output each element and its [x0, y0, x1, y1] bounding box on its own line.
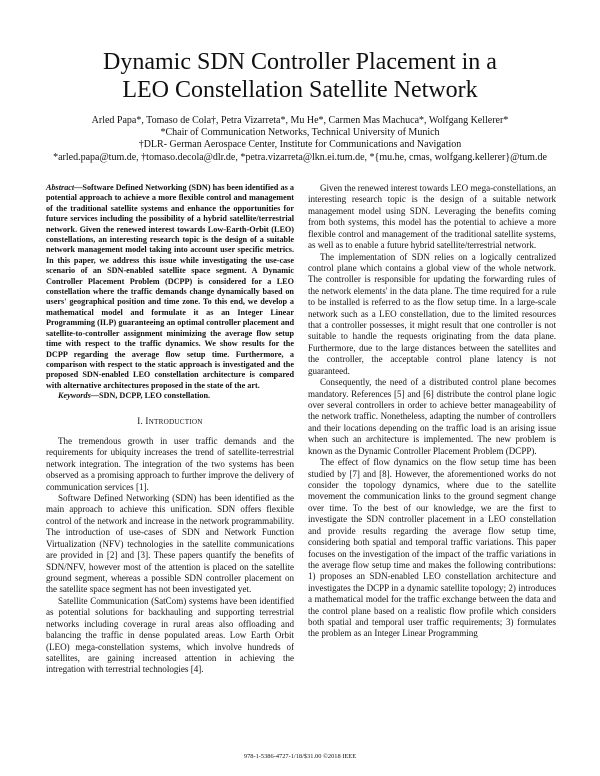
paragraph: The effect of flow dynamics on the flow setup time has been studied by [7] and [8]. However, the aforementioned works do not consider the topology dynamics, where due to the satellite movement the communication links to the ground segment change over time. To the best of our knowledge, we are the first to investigate the SDN controller placement in a LEO constellation and provide results regarding the average flow setup time, considering both spatial and temporal traffic variations. This paper focuses on the investigation of the impact of the traffic variations in the average flow setup time and makes the following contributions: 1) proposes an SDN-enabled LEO constellation architecture and investigates the DCPP in a dynamic satellite topology; 2) introduces a mathematical model for the traffic exchange between the data and the control plane based on a realistic flow profile which considers both spatial and temporal user traffic requirements; 3) formulates the problem as an Integer Linear Programming	[308, 457, 556, 639]
paragraph: Software Defined Networking (SDN) has been identified as the main approach to achieve this unification. SDN offers flexible control of the network and increase in the network programmability. The introduction of use-cases of SDN and Network Function Virtualization (NFV) technologies in the satellite communications are provided in [2] and [3]. These papers quantify the benefits of SDN/NFV, however most of the attention is placed on the satellite ground segment, whereas a possible SDN controller placement on the satellite space segment has not been investigated yet.	[46, 493, 294, 595]
paragraph: Given the renewed interest towards LEO mega-constellations, an interesting research topic is the design of a suitable network management model using SDN. Leveraging the benefits coming from both systems, this model has the potential to achieve a more flexible control and management of the traditional satellite systems, as well as to enable a future hybrid satellite/terrestrial network.	[308, 183, 556, 251]
keywords-text: —SDN, DCPP, LEO constellation.	[90, 391, 211, 401]
author-block	[0, 115, 600, 164]
abstract	[46, 183, 294, 391]
title-line-2: LEO Constellation Satellite Network	[122, 77, 478, 103]
abstract-label: Abstract	[46, 183, 75, 192]
paragraph: Satellite Communication (SatCom) systems have been identified as potential solutions for backhauling and supporting terrestrial networks including coverage in rural areas also offloading and balancing the traffic in dense populated areas. Low Earth Orbit (LEO) mega-constellation systems, which involve hundreds of satellites, are gaining increased attention in achieving the intregation with terrestrial technologies [4].	[46, 595, 294, 675]
section-heading-introduction: I. INTRODUCTION	[137, 415, 203, 426]
left-column	[46, 183, 294, 676]
keywords-label: Keywords	[58, 391, 91, 401]
affiliation-2: †DLR- German Aerospace Center, Institute for Communications and Navigation	[138, 139, 462, 151]
keywords	[46, 391, 294, 401]
copyright-footer: 978-1-5386-4727-1/18/$31.00 ©2018 IEEE	[243, 753, 357, 760]
author-names: Arled Papa*, Tomaso de Cola†, Petra Vizarreta*, Mu He*, Carmen Mas Machuca*, Wolfgang Kellerer*	[91, 115, 509, 126]
paragraph: Consequently, the need of a distributed control plane becomes mandatory. References [5] and [6] distribute the control plane logic over several controllers in order to achieve better manageability of the network traffic. Nonetheless, adapting the number of controllers and their locations depending on the traffic load is an arising issue when such an architecture is implemented. The new problem is known as the Dynamic Controller Placement Problem (DCPP).	[308, 377, 556, 456]
paragraph: The tremendous growth in user traffic demands and the requirements for ubiquity increases the trend of satellite-terrestrial network integration. The integration of the two systems has been observed as a promising approach to further improve the delivery of communication services [1].	[46, 435, 294, 492]
author-emails: *arled.papa@tum.de, †tomaso.decola@dlr.de, *petra.vizarreta@lkn.ei.tum.de, *{mu.he, cmas, wolfgang.kellerer}@tum.de	[53, 151, 547, 163]
abstract-text: —Software Defined Networking (SDN) has been identified as a potential approach to achieve a more flexible control and management of the traditional satellite systems and enhance the opportunities for future services including the possibility of a hybrid satellite/terrestrial network. Given the renewed interest towards Low-Earth-Orbit (LEO) constellations, an interesting research topic is the design of a suitable network management model taking into account user specific metrics. In this paper, we address this issue while investigating the use-case scenario of an SDN-enabled satellite space segment. A Dynamic Controller Placement Problem (DCPP) is considered for a LEO constellation where the traffic demands change dynamically based on users' geographical position and time zone. To this end, we develop a mathematical model and formulate it as an Integer Linear Programming (ILP) guaranteeing an optimal controller placement and satellite-to-controller assignment minimizing the average flow setup time with respect to the traffic dynamics. We show results for the DCPP regarding the average flow setup time. Furthermore, a comparison with respect to the static approach is investigated and the proposed SDN-enabled LEO constellation architecture is compared with alternative architectures proposed in the state of the art.	[46, 183, 294, 390]
paper-title	[0, 48, 600, 104]
paragraph: The implementation of SDN relies on a logically centralized control plane which contains a global view of the whole network. The controller is responsible for updating the forwarding rules of the network elements' in the data plane. The time required for a rule to be installed is referred to as the flow setup time. In a large-scale network such as a LEO constellation, due to the limited resources that a controller possesses, it might result that one controller is not suitable to handle the requests originating from the data plane. Furthermore, due to the large distances between the satellites and the controller, the acceptable control plane latency is not guaranteed.	[308, 251, 556, 376]
right-column	[308, 183, 556, 640]
title-line-1: Dynamic SDN Controller Placement in a	[103, 49, 497, 75]
affiliation-1: *Chair of Communication Networks, Technical University of Munich	[160, 127, 440, 139]
